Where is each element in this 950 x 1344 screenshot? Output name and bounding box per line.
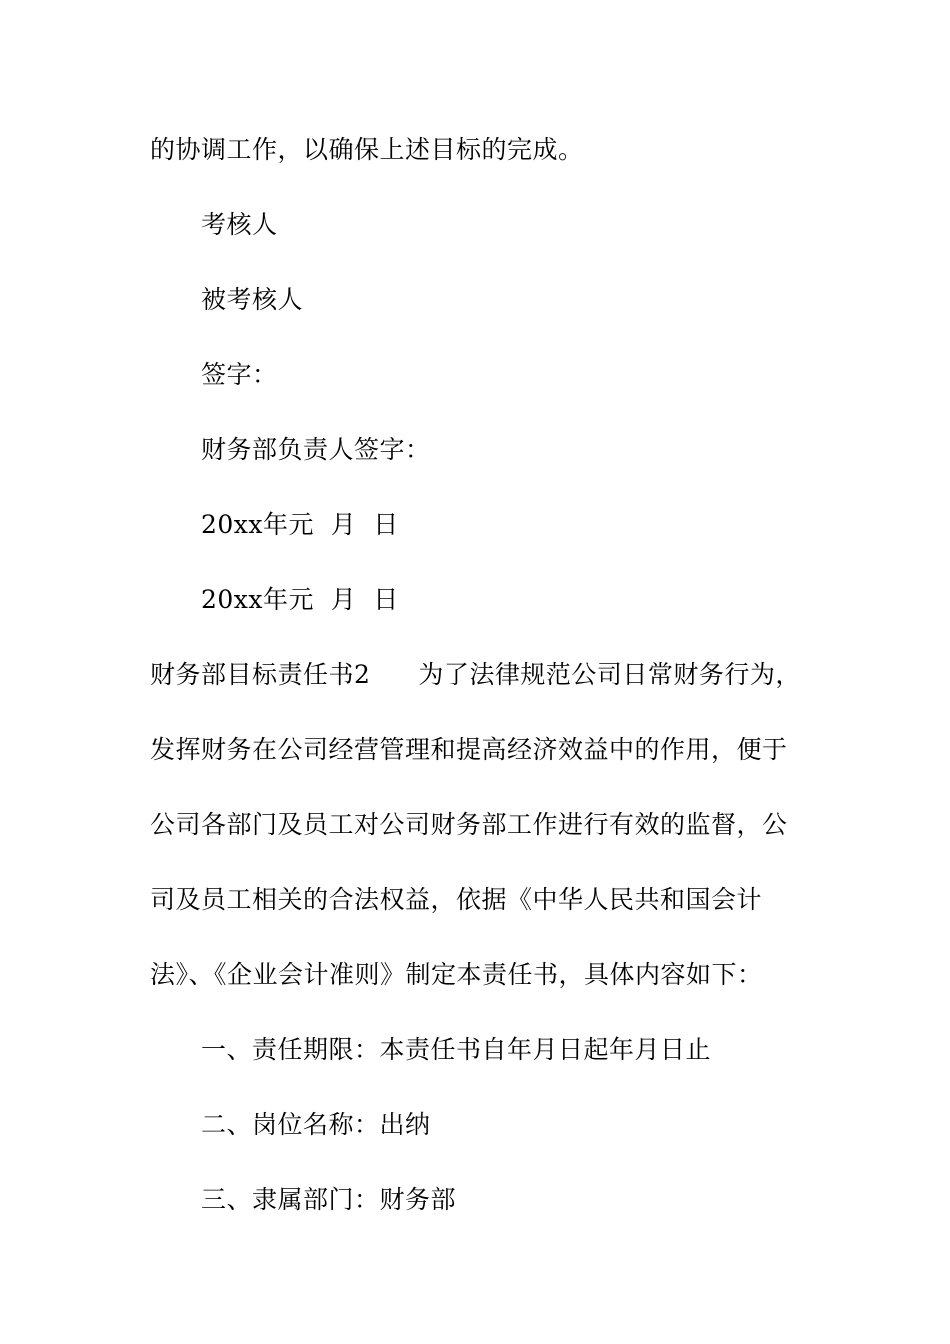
section-title: 财务部目标责任书2: [150, 660, 371, 689]
signature-label: 签字：: [201, 360, 278, 389]
item-responsibility-period: 一、责任期限：本责任书自年月日起年月日止: [201, 1035, 712, 1064]
examinee-label: 被考核人: [201, 285, 304, 314]
examiner-label: 考核人: [201, 210, 278, 239]
section-heading-line: [150, 659, 810, 691]
paragraph-line: 法》、《企业会计准则》制定本责任书，具体内容如下：: [150, 960, 763, 989]
finance-head-signature-label: 财务部负责人签字：: [201, 435, 431, 464]
section-first-line: 为了法律规范公司日常财务行为，: [418, 660, 801, 689]
paragraph-line: 公司各部门及员工对公司财务部工作进行有效的监督，公: [150, 810, 788, 839]
paragraph-line: 的协调工作，以确保上述目标的完成。: [150, 135, 584, 164]
date-line: 20xx年元 月 日: [201, 585, 399, 614]
date-line: 20xx年元 月 日: [201, 510, 399, 539]
item-department: 三、隶属部门：财务部: [201, 1185, 457, 1214]
paragraph-line: 发挥财务在公司经营管理和提高经济效益中的作用，便于: [150, 735, 788, 764]
paragraph-line: 司及员工相关的合法权益，依据《中华人民共和国会计: [150, 885, 763, 914]
item-position-name: 二、岗位名称：出纳: [201, 1110, 431, 1139]
